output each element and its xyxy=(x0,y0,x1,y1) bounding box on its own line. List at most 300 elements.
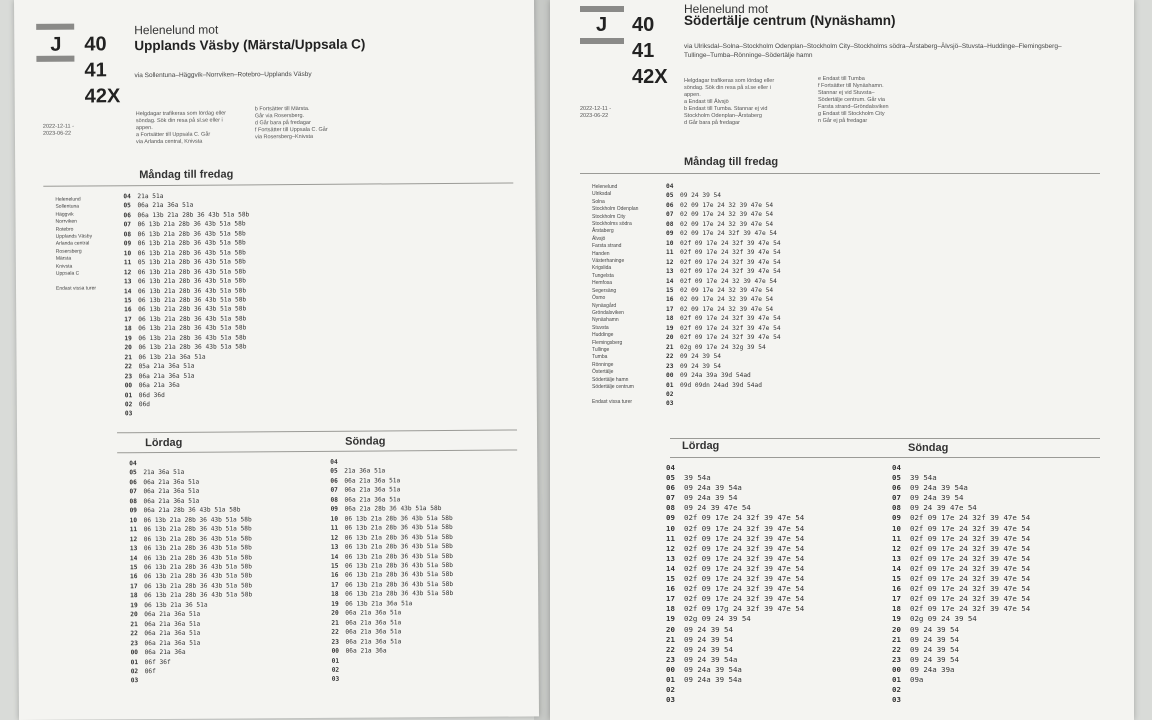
hour-label: 11 xyxy=(892,533,901,543)
divider xyxy=(670,438,1100,439)
hour-label: 05 xyxy=(892,473,901,483)
stop-name: Sollentuna xyxy=(55,203,80,211)
stop-name: Rosersberg xyxy=(55,248,82,255)
note-line: Stannar ej vid Stuvsta– xyxy=(818,90,875,96)
departure-minutes: 02f 09 17e 24 32f 39 47e 54 xyxy=(910,533,1031,543)
departure-minutes: 06a 21a 36a 51a xyxy=(143,488,200,496)
timetable-row xyxy=(892,614,1030,624)
departure-minutes: 02f 09 17e 24 32f 39 47e 54 xyxy=(910,584,1031,594)
departure-minutes: 06 13b 21a 28b 36 43b 51a 58b xyxy=(137,230,246,238)
hour-label: 12 xyxy=(892,543,901,553)
timetable-row xyxy=(125,409,251,419)
hour-label: 14 xyxy=(124,287,132,295)
timetable-row xyxy=(892,655,1030,665)
departure-minutes: 06d xyxy=(138,401,151,409)
departure-minutes: 09 24 39 54 xyxy=(680,362,721,370)
hour-label: 16 xyxy=(331,572,339,580)
timetable-row xyxy=(666,229,781,238)
note-line: Helgdagar trafikeras som lördag eller xyxy=(135,110,227,118)
departure-minutes: 09 24 39 54a xyxy=(684,654,738,664)
route-number: 41 xyxy=(632,40,655,62)
stop-name: Upplands Väsby xyxy=(55,233,93,240)
sunday-timetable xyxy=(892,463,1030,705)
origin-label: Helenelund mot xyxy=(684,2,769,16)
hour-label: 14 xyxy=(129,554,138,562)
hour-label: 10 xyxy=(666,239,674,247)
departure-minutes: 06 13b 21a 28b 36 43b 51a 58b xyxy=(138,286,247,295)
timetable-row xyxy=(332,674,454,684)
timetable-row xyxy=(666,645,804,655)
timetable-row xyxy=(666,544,804,554)
departure-minutes: 06f 36f xyxy=(144,658,171,666)
departure-minutes: 06 13b 21a 28b 36 43b 51a 58b xyxy=(345,590,454,599)
timetable-row xyxy=(666,685,804,695)
date-to: 2023-06-22 xyxy=(580,113,609,119)
departure-minutes: 02g 09 24 39 54 xyxy=(910,614,977,624)
departure-minutes: 06 13b 21a 28b 36 43b 51a 58b xyxy=(143,534,252,543)
departure-minutes: 09 24 39 54 xyxy=(680,353,721,361)
stop-name: Stockholm City xyxy=(592,213,626,220)
hour-label: 07 xyxy=(666,211,674,219)
departure-minutes: 02f 09 17e 24 32f 39 47e 54 xyxy=(910,553,1031,563)
timetable-row xyxy=(666,210,781,219)
timetable-row xyxy=(666,604,804,614)
hour-label: 03 xyxy=(666,400,674,408)
departure-minutes: 02g 09 24 39 54 xyxy=(684,614,751,624)
hour-label: 05 xyxy=(129,469,137,477)
departure-minutes: 09 24 39 47e 54 xyxy=(684,503,751,513)
timetable-row xyxy=(892,635,1030,645)
timetable-row xyxy=(666,695,804,705)
hour-label: 01 xyxy=(130,658,139,666)
hour-label: 21 xyxy=(124,353,132,361)
hour-label: 21 xyxy=(331,619,339,627)
departure-minutes: 06 13b 21a 28b 36 43b 51a 58b xyxy=(345,580,454,589)
timetable-row xyxy=(892,544,1030,554)
departure-minutes: 02f 09 17e 24 32f 39 47e 54 xyxy=(684,523,805,533)
timetable-row xyxy=(666,248,781,257)
departure-minutes: 02 09 17e 24 32 39 47e 54 xyxy=(680,286,774,294)
note-line: b Fortsätter till Märsta. xyxy=(254,105,310,113)
departure-minutes: 02f 09 17e 24 32f 39 47e 54 xyxy=(910,543,1031,553)
hour-label: 05 xyxy=(666,473,675,483)
hour-label: 14 xyxy=(330,553,339,561)
hour-label: 15 xyxy=(666,286,674,294)
hour-label: 11 xyxy=(666,249,674,257)
timetable-row xyxy=(666,286,781,295)
hour-label: 05 xyxy=(330,468,338,476)
hour-label: 22 xyxy=(331,628,339,636)
route-numbers xyxy=(632,12,668,90)
hour-label: 20 xyxy=(124,344,132,352)
hour-label: 17 xyxy=(130,583,138,591)
departure-minutes: 09 24a 39a xyxy=(910,664,955,674)
weekday-timetable xyxy=(666,182,781,409)
departure-minutes: 02f 09 17e 24 32f 39 47e 54 xyxy=(684,563,805,573)
hour-label: 17 xyxy=(892,594,901,604)
departure-minutes: 02f 09 17e 24 32f 39 47e 54 xyxy=(910,604,1031,614)
stop-name: Tullinge xyxy=(592,346,610,353)
destination-title: Upplands Väsby (Märsta/Uppsala C) xyxy=(134,36,366,54)
note-line: d Går bara på fredagar xyxy=(684,120,740,126)
departure-minutes: 09 24 39 54 xyxy=(684,634,733,644)
stop-name: Södertälje hamn xyxy=(592,376,629,383)
departure-minutes: 09 24 39 54 xyxy=(910,624,959,634)
departure-minutes: 02f 09 17e 24 32f 39 47e 54 xyxy=(680,324,781,332)
timetable-row xyxy=(666,463,804,473)
date-to: 2023-06-22 xyxy=(42,130,72,137)
hour-label: 23 xyxy=(892,654,901,664)
validity-dates xyxy=(580,106,611,120)
stop-name: Endast vissa turer xyxy=(55,285,97,292)
timetable-row xyxy=(892,473,1030,483)
divider xyxy=(580,173,1100,174)
timetable-row xyxy=(892,524,1030,534)
timetable-row xyxy=(666,614,804,624)
hour-label: 01 xyxy=(666,674,675,684)
note-line: via Rosersberg–Knivsta xyxy=(254,133,314,141)
note-line: d Går bara på fredagar xyxy=(254,119,311,127)
weekday-title: Måndag till fredag xyxy=(139,168,234,182)
hour-label: 13 xyxy=(123,278,132,286)
divider xyxy=(117,429,517,433)
hour-label: 14 xyxy=(666,563,675,573)
departure-minutes: 02f 09 17e 24 32f 39 47e 54 xyxy=(680,258,781,266)
departure-minutes: 05a 21a 36a 51a xyxy=(138,362,195,371)
departure-minutes: 06 13b 21a 28b 36 43b 51a 58b xyxy=(137,277,247,286)
departure-minutes: 09 24 39 54 xyxy=(684,644,733,654)
departure-minutes: 39 54a xyxy=(684,473,711,483)
timetable-row xyxy=(892,534,1030,544)
timetable-row xyxy=(892,554,1030,564)
departure-minutes: 06 13b 21a 28b 36 43b 51a 58b xyxy=(143,516,252,524)
hour-label: 10 xyxy=(123,249,132,257)
hour-label: 06 xyxy=(123,212,131,220)
notes-col-2 xyxy=(818,76,968,125)
departure-minutes: 09 24a 39a 39d 54ad xyxy=(680,372,751,380)
departure-minutes: 06a 21a 28b 36 43b 51a 58b xyxy=(143,506,241,515)
departure-minutes: 06a 21a 36a xyxy=(144,648,186,657)
departure-minutes: 09 24 39 54 xyxy=(680,192,721,200)
hour-label: 08 xyxy=(666,503,675,513)
timetable-row xyxy=(892,574,1030,584)
departure-minutes: 09d 09dn 24ad 39d 54ad xyxy=(680,381,762,389)
note-line: Södertälje centrum. Går via xyxy=(818,97,885,103)
notes-col-1 xyxy=(684,78,824,127)
timetable-row xyxy=(666,594,804,604)
hour-label: 07 xyxy=(666,493,675,503)
departure-minutes: 06a 21a 36a 51a xyxy=(344,486,401,495)
timetable-row xyxy=(666,182,781,191)
stop-name: Endast vissa turer xyxy=(592,398,633,405)
sunday-title: Söndag xyxy=(908,442,949,454)
stop-name: Stockholm Odenplan xyxy=(592,206,639,213)
departure-minutes: 02f 09 17e 24 32f 39 47e 54 xyxy=(684,574,805,584)
hour-label: 23 xyxy=(124,372,133,380)
hour-label: 04 xyxy=(129,460,137,468)
departure-minutes: 06a 21a 36a xyxy=(138,381,180,390)
stop-name: Uppsala C xyxy=(55,270,80,277)
departure-minutes: 02f 09 17e 24 32 39 47e 54 xyxy=(680,277,777,285)
hour-label: 19 xyxy=(666,614,675,624)
hour-label: 11 xyxy=(129,526,138,534)
departure-minutes: 09 24 39 54 xyxy=(684,624,733,634)
note-line: Helgdagar trafikeras som lördag eller xyxy=(684,78,775,84)
timetable-row xyxy=(331,504,453,514)
timetable-row xyxy=(666,473,804,483)
hour-label: 12 xyxy=(666,543,675,553)
hour-label: 20 xyxy=(892,624,901,634)
hour-label: 21 xyxy=(892,634,901,644)
hour-label: 00 xyxy=(130,649,139,657)
hour-label: 01 xyxy=(892,674,901,684)
date-from: 2022-12-11 - xyxy=(42,123,74,130)
timetable-row xyxy=(666,305,781,314)
timetable-row xyxy=(892,493,1030,503)
timetable-row xyxy=(124,258,250,268)
hour-label: 18 xyxy=(666,604,675,614)
stop-name: Rotebro xyxy=(55,226,74,233)
departure-minutes: 06 13b 21a 28b 36 43b 51a 58b xyxy=(137,239,246,248)
stop-name: Häggvik xyxy=(55,211,74,218)
timetable-row xyxy=(892,513,1030,523)
departure-minutes: 06 13b 21a 28b 36 43b 51a 58b xyxy=(138,296,247,305)
departure-minutes: 02f 09 17e 24 32f 39 47e 54 xyxy=(910,523,1031,533)
departure-minutes: 21a 36a 51a xyxy=(143,469,185,477)
timetable-row xyxy=(666,381,781,390)
weekday-title: Måndag till fredag xyxy=(684,156,779,168)
hour-label: 21 xyxy=(666,634,675,644)
note-line: a Fortsätter till Uppsala C. Går xyxy=(135,131,211,139)
saturday-title: Lördag xyxy=(682,440,720,452)
departure-minutes: 06 13b 21a 28b 36 43b 51a 58b xyxy=(138,343,247,352)
hour-label: 11 xyxy=(330,524,339,532)
timetable-row xyxy=(892,503,1030,513)
note-line: a Endast till Älvsjö xyxy=(684,99,729,105)
route-number: 41 xyxy=(84,59,107,82)
timetable-row xyxy=(666,675,804,685)
hour-label: 08 xyxy=(123,231,132,239)
hour-label: 10 xyxy=(330,515,339,523)
departure-minutes: 06a 21a 36a 51a xyxy=(144,620,201,628)
timetable-row xyxy=(124,239,250,249)
departure-minutes: 06a 21a 36a 51a xyxy=(344,477,401,485)
divider xyxy=(670,457,1100,458)
departure-minutes: 06a 21a 36a 51a xyxy=(138,372,195,380)
hour-label: 19 xyxy=(124,334,132,343)
stop-name: Gröndalsviken xyxy=(592,309,624,316)
hour-label: 10 xyxy=(666,523,675,533)
hour-label: 18 xyxy=(331,591,339,599)
hour-label: 17 xyxy=(666,594,675,604)
hour-label: 02 xyxy=(130,668,139,676)
notes-col-1 xyxy=(136,110,271,146)
departure-minutes: 06 13b 21a 28b 36 43b 51a 58b xyxy=(143,525,252,534)
hour-label: 18 xyxy=(892,604,901,614)
hour-label: 21 xyxy=(666,343,674,351)
timetable-row xyxy=(892,584,1030,594)
departure-minutes: 06a 21a 28b 36 43b 51a 58b xyxy=(344,505,442,513)
departure-minutes: 06f xyxy=(144,667,156,676)
hour-label: 06 xyxy=(892,483,901,493)
via-stations: via Sollentuna–Häggvik–Norrviken–Rotebro–Upplands Väsby xyxy=(134,70,312,80)
stop-name: Ulriksdal xyxy=(592,191,612,198)
stop-name: Tungelsta xyxy=(592,272,614,279)
departure-minutes: 09 24a 39 54a xyxy=(684,674,742,684)
hour-label: 09 xyxy=(892,513,901,523)
departure-minutes: 06 13b 21a 28b 36 43b 51a 58b xyxy=(137,249,246,257)
note-line: Farsta strand–Gröndalsviken xyxy=(818,104,889,110)
divider xyxy=(117,449,517,453)
hour-label: 09 xyxy=(666,230,674,238)
stop-name: Rönninge xyxy=(592,361,614,368)
timetable-row xyxy=(892,604,1030,614)
timetable-row xyxy=(666,534,804,544)
weekday-timetable xyxy=(123,191,250,419)
departure-minutes: 21a 36a 51a xyxy=(344,467,386,476)
stop-name: Stuvsta xyxy=(592,324,609,331)
hour-label: 23 xyxy=(666,362,674,370)
timetable-row xyxy=(666,625,804,635)
timetable-row xyxy=(666,665,804,675)
departure-minutes: 06a 21a 36a 51a xyxy=(143,478,200,487)
hour-label: 19 xyxy=(666,324,674,332)
hour-label: 14 xyxy=(892,563,901,573)
departure-minutes: 02f 09 17e 24 32f 39 47e 54 xyxy=(684,533,805,543)
timetable-row xyxy=(666,574,804,584)
departure-minutes: 09a xyxy=(910,674,924,684)
hour-label: 04 xyxy=(666,183,674,190)
timetable-row xyxy=(666,295,781,304)
departure-minutes: 06 13b 21a 28b 36 43b 51a 58b xyxy=(344,514,453,523)
stop-name: Stockholms södra xyxy=(592,221,632,228)
hour-label: 12 xyxy=(330,534,339,542)
stop-name xyxy=(592,391,638,398)
departure-minutes: 06 13b 21a 28b 36 43b 51a 58b xyxy=(344,533,453,542)
note-line: via Arlanda central, Knivsta xyxy=(135,138,203,146)
hour-label: 22 xyxy=(892,644,901,654)
departure-minutes: 06 13b 21a 28b 36 43b 51a 58b xyxy=(143,544,252,553)
sunday-timetable xyxy=(330,457,454,685)
departure-minutes: 06 13b 21a 28b 36 43b 51a 58b xyxy=(143,563,253,572)
hour-label: 12 xyxy=(666,258,674,266)
hour-label: 16 xyxy=(124,306,132,314)
hour-label: 06 xyxy=(666,201,674,209)
timetable-row xyxy=(130,591,252,601)
departure-minutes: 06 13b 21a 28b 36 43b 51a 58b xyxy=(143,553,252,562)
stop-list xyxy=(592,184,638,406)
hour-label: 16 xyxy=(892,584,901,594)
badge-bar-top xyxy=(580,6,624,12)
timetable-row xyxy=(892,483,1030,493)
hour-label: 06 xyxy=(666,483,675,493)
hour-label: 22 xyxy=(666,644,675,654)
hour-label: 05 xyxy=(123,202,131,210)
note-line: g Endast till Stockholm City xyxy=(818,111,885,117)
departure-minutes: 02f 09 17e 24 32f 39 47e 54 xyxy=(680,334,781,342)
departure-minutes: 06a 21a 36a 51a xyxy=(345,619,402,627)
hour-label: 22 xyxy=(666,353,674,361)
departure-minutes: 02f 09 17e 24 32f 39 47e 54 xyxy=(910,513,1031,523)
hour-label: 06 xyxy=(129,479,137,487)
departure-minutes: 06 13b 21a 28b 36 43b 51a 58b xyxy=(144,582,253,590)
saturday-timetable xyxy=(666,463,804,705)
departure-minutes: 02f 09 17e 24 32f 39 47e 54 xyxy=(680,315,781,323)
hour-label: 14 xyxy=(666,277,674,285)
hour-label: 13 xyxy=(666,553,675,563)
route-numbers xyxy=(84,31,120,109)
timetable-row xyxy=(666,362,781,371)
timetable-row xyxy=(666,503,804,513)
stop-name: Västerhaninge xyxy=(592,258,625,265)
note-line: b Endast till Tumba. Stannar ej vid xyxy=(684,106,768,112)
hour-label: 16 xyxy=(130,573,138,581)
timetable-row xyxy=(666,201,781,210)
stop-name: Knivsta xyxy=(55,263,73,270)
hour-label: 01 xyxy=(124,391,133,399)
stop-name: Norrviken xyxy=(55,218,77,225)
stop-name: Arlanda central xyxy=(55,240,90,248)
hour-label: 02 xyxy=(892,685,901,695)
stop-name: Märsta xyxy=(55,255,72,262)
timetable-row xyxy=(666,371,781,380)
notes-col-2 xyxy=(255,105,390,141)
departure-minutes: 02f 09 17e 24 32f 39 47e 54 xyxy=(680,268,781,276)
stop-name: Älvsjö xyxy=(592,235,606,242)
timetable-row xyxy=(331,542,453,552)
departure-minutes: 02f 09 17e 24 32f 39 47e 54 xyxy=(910,563,1031,573)
departure-minutes: 02 09 17e 24 32 39 47e 54 xyxy=(680,211,774,219)
hour-label: 09 xyxy=(666,513,675,523)
departure-minutes: 06 13b 21a 28b 36 43b 51a 58b xyxy=(138,324,247,333)
departure-minutes: 02 09 17e 24 32 39 47e 54 xyxy=(680,220,774,228)
departure-minutes: 06a 21a 36a 51a xyxy=(345,628,402,636)
departure-minutes: 06 13b 21a 28b 36 43b 51a 58b xyxy=(137,268,246,276)
date-from: 2022-12-11 - xyxy=(580,106,612,112)
hour-label: 23 xyxy=(130,639,138,647)
departure-minutes: 09 24 39 47e 54 xyxy=(910,503,977,513)
departure-minutes: 02f 09 17e 24 32f 39 47e 54 xyxy=(910,574,1031,584)
stop-name: Krigslida xyxy=(592,265,612,272)
stop-name: Ösmo xyxy=(592,295,606,302)
note-line: Går via Rosersberg. xyxy=(254,112,305,120)
divider xyxy=(43,183,513,187)
timetable-row xyxy=(666,483,804,493)
hour-label: 19 xyxy=(892,614,901,624)
badge-bar-top xyxy=(36,24,74,30)
hour-label: 11 xyxy=(666,533,675,543)
hour-label: 15 xyxy=(666,574,675,584)
route-number: 42X xyxy=(632,66,668,88)
saturday-timetable xyxy=(129,458,253,686)
timetable-row xyxy=(666,655,804,665)
hour-label: 04 xyxy=(892,463,901,472)
hour-label: 00 xyxy=(666,664,675,674)
departure-minutes: 05 13b 21a 28b 36 43b 51a 58b xyxy=(137,258,246,267)
timetable-row xyxy=(892,645,1030,655)
timetable-row xyxy=(666,564,804,574)
stop-name: Tumba xyxy=(592,354,608,361)
hour-label: 13 xyxy=(330,543,339,551)
stop-name: Flemingsberg xyxy=(592,339,623,346)
hour-label: 04 xyxy=(330,458,338,466)
stop-name: Södertälje centrum xyxy=(592,383,634,390)
hour-label: 00 xyxy=(666,372,674,380)
note-line: f Fortsätter till Uppsala C. Går xyxy=(254,126,328,134)
hour-label: 13 xyxy=(892,553,901,563)
departure-minutes: 06 13b 21a 28b 36 43b 51a 58b xyxy=(344,561,454,570)
departure-minutes: 06 13b 21a 28b 36 43b 51a 58b xyxy=(344,524,453,532)
